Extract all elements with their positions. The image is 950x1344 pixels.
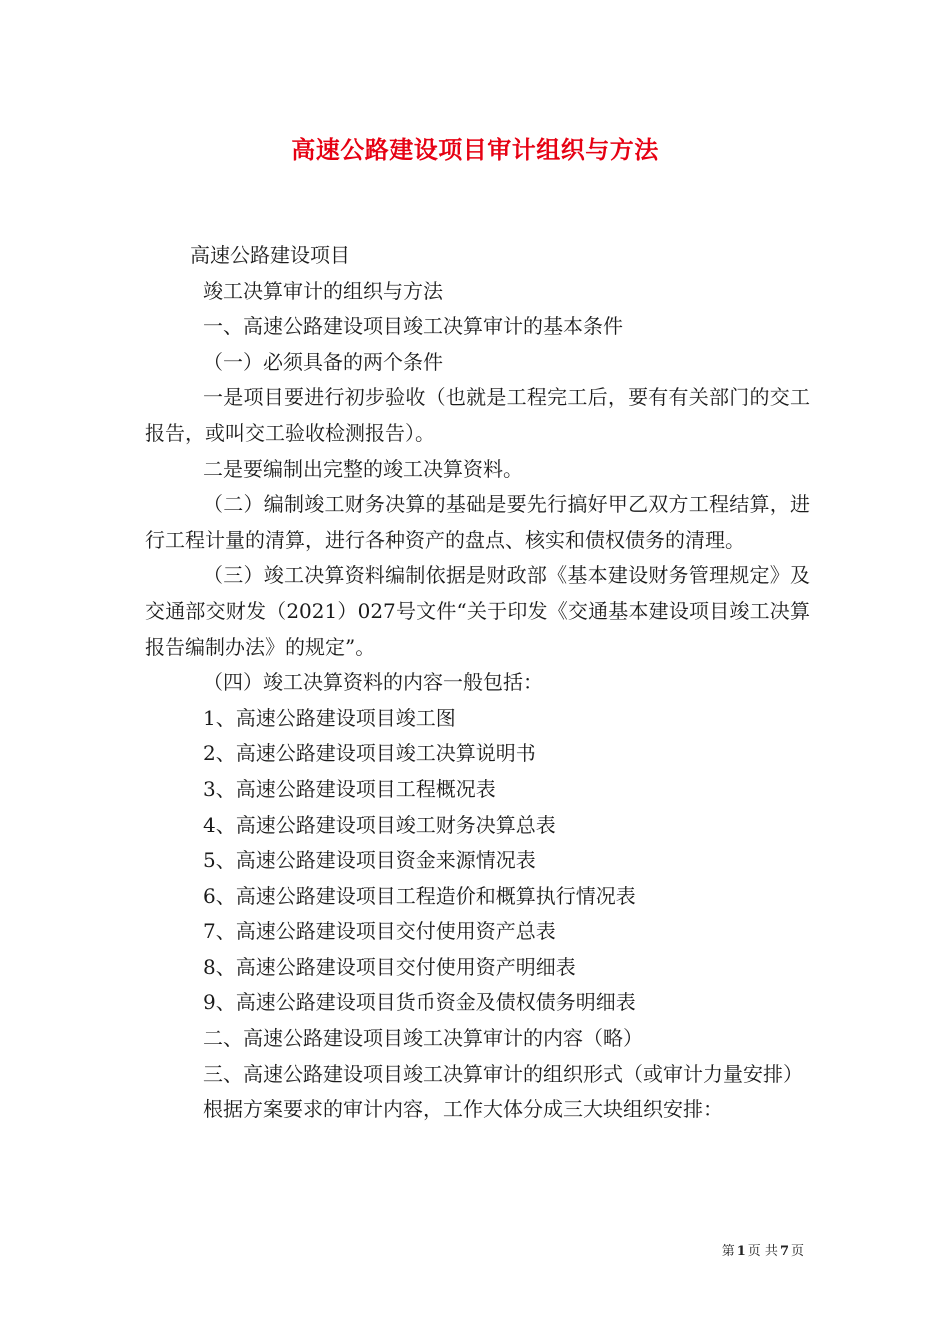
section-heading: 三、高速公路建设项目竣工决算审计的组织形式（或审计力量安排）: [203, 1061, 803, 1086]
list-item: 8、高速公路建设项目交付使用资产明细表: [203, 954, 576, 979]
footer-prefix: 第: [721, 1244, 735, 1259]
list-item: 9、高速公路建设项目货币资金及债权债务明细表: [203, 990, 636, 1015]
document-title: 高速公路建设项目审计组织与方法: [291, 135, 659, 164]
list-item: 4、高速公路建设项目竣工财务决算总表: [203, 812, 556, 837]
list-item: 7、高速公路建设项目交付使用资产总表: [203, 919, 556, 944]
section-heading: 二、高速公路建设项目竣工决算审计的内容（略）: [203, 1026, 643, 1051]
list-item: 6、高速公路建设项目工程造价和概算执行情况表: [203, 883, 636, 908]
paragraph: 竣工决算审计的组织与方法: [203, 278, 443, 303]
footer-total-pages: 7: [779, 1244, 789, 1259]
paragraph: （二）编制竣工财务决算的基础是要先行搞好甲乙双方工程结算，进行工程计量的清算，进行各种资产的盘点、核实和债权债务的清理。: [145, 492, 810, 552]
list-item: 5、高速公路建设项目资金来源情况表: [203, 848, 536, 873]
list-item: 3、高速公路建设项目工程概况表: [203, 776, 496, 801]
section-heading: 一、高速公路建设项目竣工决算审计的基本条件: [203, 314, 623, 339]
list-item: 2、高速公路建设项目竣工决算说明书: [203, 741, 536, 766]
page-footer: [722, 1243, 804, 1261]
footer-current-page: 1: [736, 1244, 746, 1259]
footer-suffix: 页: [790, 1244, 804, 1259]
document-body: [145, 238, 810, 1128]
paragraph: （三）竣工决算资料编制依据是财政部《基本建设财务管理规定》及交通部交财发（2021）027号文件“关于印发《交通基本建设项目竣工决算报告编制办法》的规定”。: [145, 563, 810, 659]
subsection-heading: （四）竣工决算资料的内容一般包括：: [203, 670, 543, 695]
footer-middle: 页 共: [747, 1244, 778, 1259]
paragraph: 二是要编制出完整的竣工决算资料。: [203, 456, 523, 481]
paragraph: 高速公路建设项目: [190, 243, 350, 267]
list-item: 1、高速公路建设项目竣工图: [203, 705, 456, 730]
subsection-heading: （一）必须具备的两个条件: [203, 349, 443, 374]
paragraph: 一是项目要进行初步验收（也就是工程完工后，要有有关部门的交工报告，或叫交工验收检测报告）。: [145, 385, 810, 445]
paragraph: 根据方案要求的审计内容，工作大体分成三大块组织安排：: [203, 1097, 723, 1122]
